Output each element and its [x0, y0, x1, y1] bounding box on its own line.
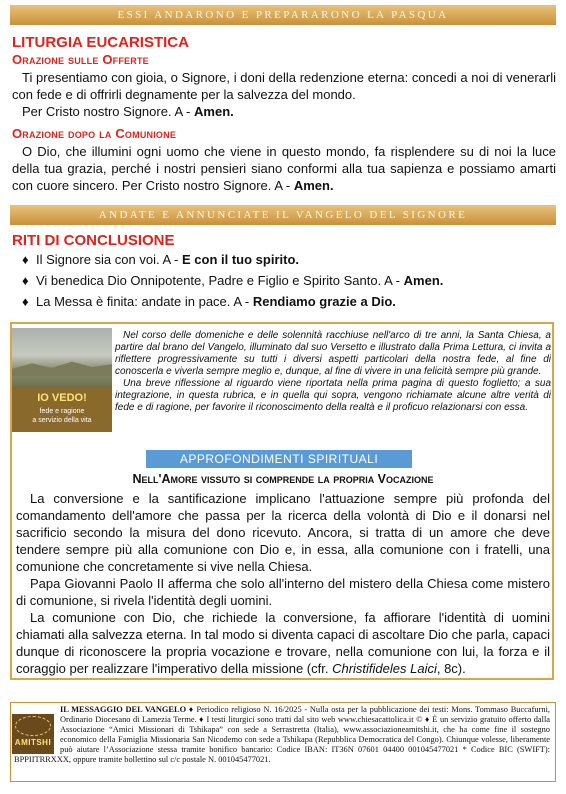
- riti-response: E con il tuo spirito.: [182, 252, 300, 267]
- comunione-text: [12, 143, 556, 194]
- riti-item: [22, 273, 443, 288]
- amitshi-name: AMITSHI: [14, 738, 52, 747]
- article-p3-end: , 8c).: [436, 661, 466, 676]
- mid-banner: ANDATE E ANNUNCIATE IL VANGELO DEL SIGNORE: [10, 205, 556, 225]
- riti-item: [22, 252, 299, 267]
- offerte-close-text: Per Cristo nostro Signore.: [22, 104, 172, 119]
- assembly-label: A -: [274, 178, 291, 193]
- article-p3: [16, 609, 550, 677]
- article-p3-text: La comunione con Dio, che richiede la conversione, fa affiorare l'identità di uomini chiamati alla salvezza eterna. In tal modo si diventa capaci di ascoltare Dio che parla, capaci dunque di riconoscere la propria vocazione e trovare, nella comunione con lui, la forza e il coraggio per realizzare l'imperativo della missione (cfr.: [16, 610, 550, 676]
- hills-shape: [12, 358, 112, 376]
- intro-p1: Nel corso delle domeniche e delle solennità racchiuse nell'arco di tre anni, la Santa Chiesa, a partire dal brano del Vangelo, illuminato dal suo Versetto e illustrato dalla Prima Lettura, ci invita a riflettere progressivamente su tutti i diversi aspetti particolari della nostra fede, al fine di conoscerla e viverla sempre meglio e, dunque, al fine di vivere in una felicità sempre più grande.: [115, 330, 551, 377]
- riti-response: Rendiamo grazie a Dio.: [252, 294, 396, 309]
- logo-sub1: fede e ragione: [39, 408, 85, 415]
- article-citation: Christifideles Laici: [332, 661, 437, 676]
- intro-text: [115, 330, 551, 414]
- article-p1: La conversione e la santificazione implicano l'attuazione sempre più profonda del comandamento dell'amore che passa per la ricerca della volontà di Dio e il donarsi nel sacrificio secondo la misura del dono ricevuto. Ancora, si tratta di un amore che deve tendere sempre più alla comunione con Dio e, in essa, alla comunione con i fratelli, una comunione che concretamente si vive nella Chiesa.: [16, 491, 550, 574]
- footer-text: [14, 705, 550, 765]
- offerte-closing: [22, 103, 566, 120]
- amen-response: Amen.: [194, 104, 234, 119]
- liturgia-title: LITURGIA EUCARISTICA: [12, 34, 189, 51]
- riti-text: La Messa è finita: andate in pace.: [36, 294, 231, 309]
- amen-response: Amen.: [293, 178, 334, 193]
- approfondimenti-label: APPROFONDIMENTI SPIRITUALI: [146, 450, 412, 468]
- article-title: Nell'Amore vissuto si comprende la propria Vocazione: [132, 472, 434, 486]
- offerte-text: [12, 69, 556, 103]
- logo-sub2: a servizio della vita: [32, 417, 92, 424]
- riti-title: RITI DI CONCLUSIONE: [12, 232, 175, 249]
- article-body: [16, 490, 550, 677]
- assembly-label: A -: [174, 104, 191, 119]
- footer-body: ♦ Periodico religioso N. 16/2025 - Nulla osta per la pubblicazione dei testi: Mons. Tommaso Buccafurni, Ordinario Diocesano di Lamezia Terme. ♦ I testi liturgici sono tratti dal sito web www.chiesacattolica.it © ♦ È un servizio gratuito offerto dalla Associazione “Amici Missionari di Tshikapa” con sede a Serrastretta (Italia), www.associazioneamitshi.it, che ha come fine il sostegno economico della Famiglia Missionaria San Nicodemo con sede a Tshikapa (Repubblica Democratica del Congo). Chiunque volesse, liberamente può aiutare l’Associazione stessa tramite bonifico bancario: Codice IBAN: IT36N 07601 04400 001045477021 * Codice BIC (SWIFT): BPPIITRRXXX, oppure tramite bollettino sul c/c postale N. 001045477021.: [14, 705, 550, 764]
- top-banner: ESSI ANDARONO E PREPARARONO LA PASQUA: [10, 5, 556, 25]
- diamond-icon: ♦: [22, 252, 29, 267]
- diamond-icon: ♦: [22, 273, 29, 288]
- landscape-photo: [12, 328, 112, 388]
- riti-response: Amen.: [403, 273, 444, 288]
- footer-bold: IL MESSAGGIO DEL VANGELO: [60, 705, 187, 714]
- intro-p2: Una breve riflessione al riguardo viene riportata nella prima pagina di questo foglietto; a sua integrazione, in questa rubrica, e in quella qui sopra, vengono richiamate alcune altre verità di fede e di ragione, per favorire il riconoscimento della realtà e il proficuo relazionarsi con essa.: [115, 378, 551, 413]
- comunione-title: Orazione dopo la Comunione: [12, 126, 177, 141]
- riti-text: Il Signore sia con voi.: [36, 252, 160, 267]
- assembly-label: A -: [384, 273, 401, 288]
- offerte-body: Ti presentiamo con gioia, o Signore, i doni della redenzione eterna: concedi a noi di venerarli con fede e di offrirli degnamente per la salvezza del mondo.: [12, 70, 556, 102]
- riti-text: Vi benedica Dio Onnipotente, Padre e Figlio e Spirito Santo.: [36, 273, 382, 288]
- assembly-label: A -: [233, 294, 250, 309]
- io-vedo-logo: [12, 388, 112, 432]
- logo-title: IO VEDO!: [37, 392, 87, 404]
- diamond-icon: ♦: [22, 294, 29, 309]
- offerte-title: Orazione sulle Offerte: [12, 52, 149, 67]
- article-p2: Papa Giovanni Paolo II afferma che solo all'interno del mistero della Chiesa come mistero di comunione, si rivela l'identità degli uomini.: [16, 576, 550, 608]
- comunione-body: O Dio, che illumini ogni uomo che viene in questo mondo, fa risplendere su di noi la luce della tua grazia, perché i nostri pensieri siano conformi alla tua sapienza e possiamo amarti con cuore sincero. Per Cristo nostro Signore.: [12, 144, 556, 193]
- riti-item: [22, 294, 396, 309]
- assembly-label: A -: [162, 252, 179, 267]
